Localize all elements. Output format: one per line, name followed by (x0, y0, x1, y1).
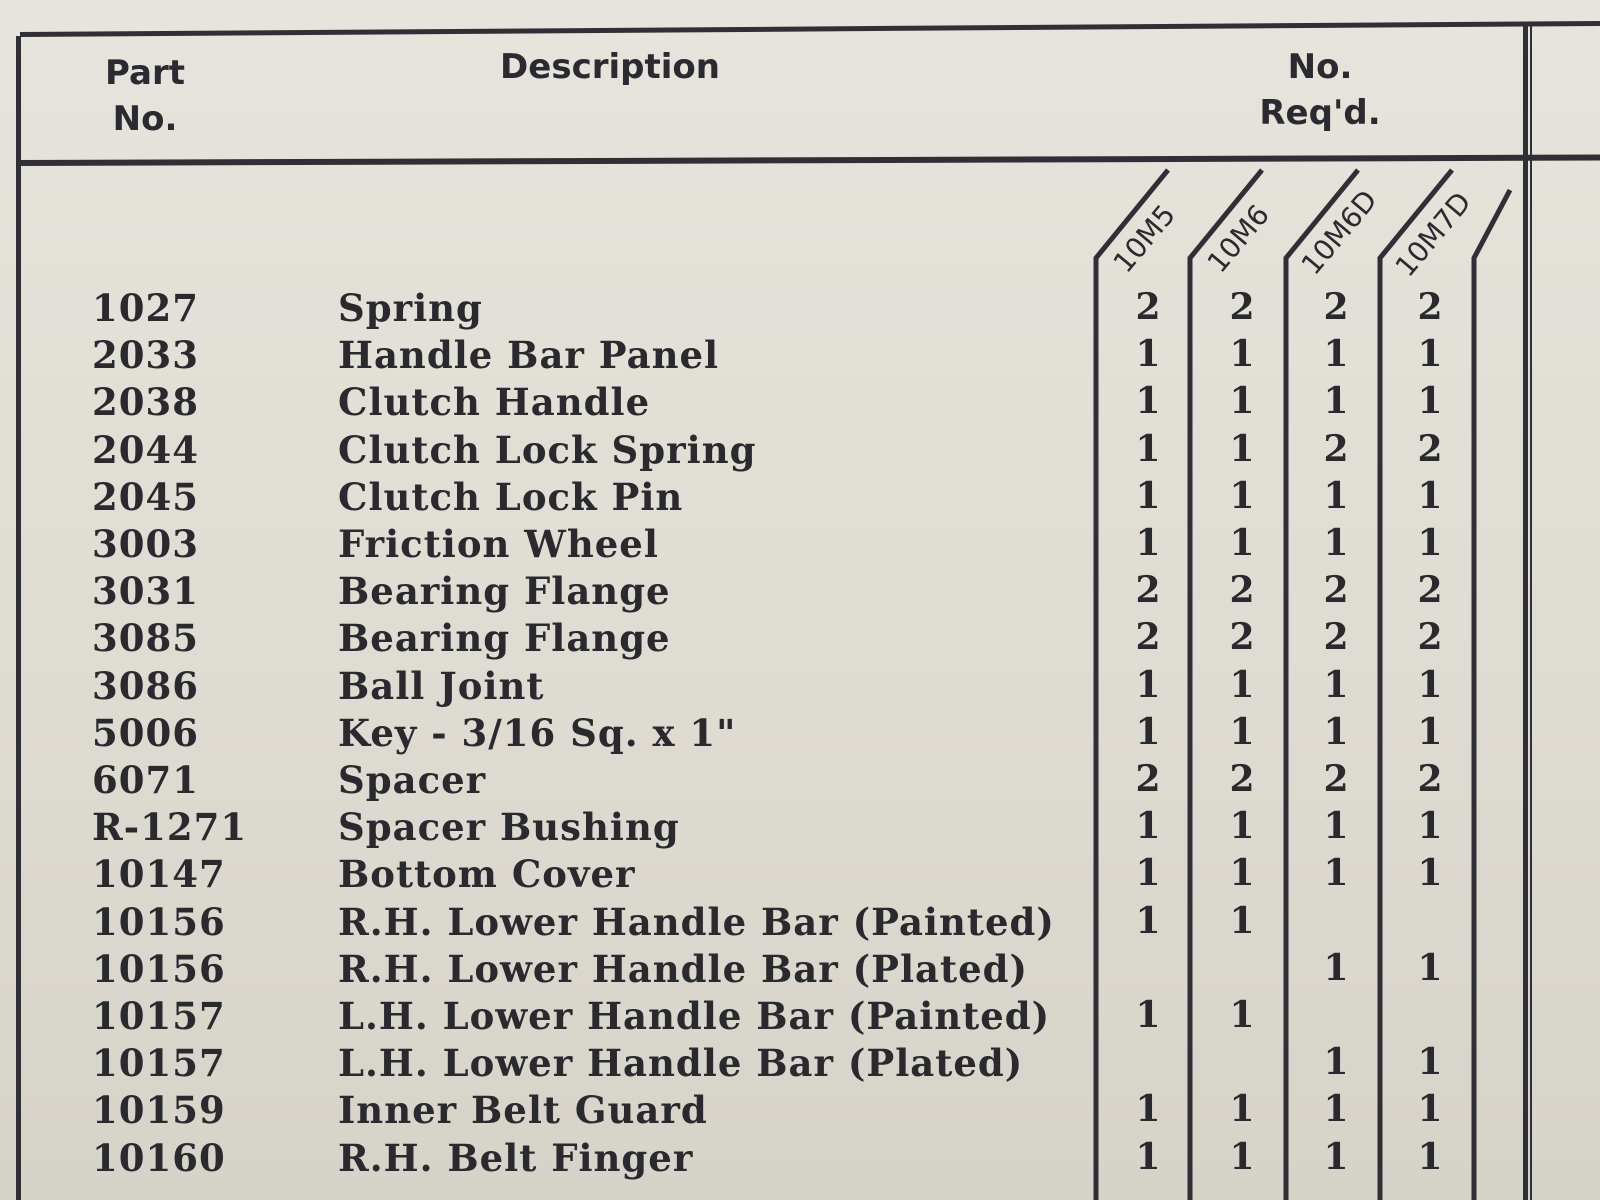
qty-10m7d: 2 (1417, 616, 1443, 659)
qty-10m5: 2 (1135, 758, 1161, 800)
part-description: Key - 3/16 Sq. x 1" (338, 710, 737, 755)
qty-10m6d: 1 (1323, 852, 1349, 895)
qty-10m6d: 2 (1323, 427, 1349, 470)
model-label-10M5: 10M5 (1106, 198, 1182, 279)
qty-10m5: 1 (1135, 852, 1161, 895)
qty-10m7d: 1 (1417, 380, 1443, 423)
part-header-line2: No. (112, 99, 178, 139)
table-row (0, 522, 1600, 568)
model-label-10M6: 10M6 (1200, 198, 1276, 279)
part-number: 6071 (92, 758, 199, 802)
part-description: R.H. Lower Handle Bar (Plated) (338, 946, 1028, 991)
qty-10m5: 1 (1135, 805, 1161, 848)
table-row (0, 1088, 1600, 1134)
qty-10m5: 1 (1135, 994, 1161, 1036)
qty-10m6: 1 (1229, 333, 1255, 376)
part-header-line1: Part (105, 53, 185, 93)
part-number: 10157 (92, 1041, 226, 1086)
qty-10m7d: 2 (1417, 569, 1443, 612)
table-row (0, 947, 1600, 993)
qty-10m6: 1 (1229, 522, 1255, 564)
qty-10m7d: 1 (1417, 946, 1443, 989)
part-description: Spring (338, 286, 483, 330)
qty-10m6d: 2 (1323, 616, 1349, 659)
part-description: Clutch Lock Spring (338, 427, 757, 472)
qty-10m5: 2 (1135, 616, 1161, 659)
qty-10m5: 2 (1135, 286, 1161, 328)
part-number: 3031 (92, 569, 199, 614)
table-row (0, 664, 1600, 710)
part-number: R-1271 (92, 805, 248, 850)
qty-10m7d: 1 (1417, 663, 1443, 706)
part-number: 10156 (92, 899, 226, 944)
qty-10m5: 1 (1135, 522, 1161, 564)
qty-10m6: 2 (1229, 616, 1255, 659)
part-description: Clutch Lock Pin (338, 474, 684, 519)
qty-10m6d: 1 (1323, 946, 1349, 989)
part-number: 10147 (92, 852, 226, 897)
qty-10m5: 1 (1135, 333, 1161, 376)
qty-10m5: 1 (1135, 899, 1161, 942)
qty-10m6d: 1 (1323, 663, 1349, 706)
part-description: L.H. Lower Handle Bar (Plated) (338, 1041, 1024, 1086)
qty-10m7d: 1 (1417, 474, 1443, 517)
part-description: Bottom Cover (338, 852, 636, 897)
qty-10m5: 1 (1135, 427, 1161, 470)
qty-10m6d: 1 (1323, 1135, 1349, 1178)
qty-10m6d: 2 (1323, 758, 1349, 800)
part-number: 2045 (92, 474, 199, 519)
qty-10m6d: 1 (1323, 805, 1349, 848)
part-number: 10156 (92, 946, 226, 991)
req-header-line1: No. (1287, 47, 1353, 87)
qty-10m7d: 1 (1417, 1135, 1443, 1178)
table-row (0, 711, 1600, 757)
table-row (0, 758, 1600, 804)
part-number: 2044 (92, 427, 199, 472)
qty-10m5: 1 (1135, 474, 1161, 517)
qty-10m5: 1 (1135, 663, 1161, 706)
qty-10m6d: 2 (1323, 286, 1349, 328)
qty-10m6d: 1 (1323, 380, 1349, 423)
part-number: 10157 (92, 994, 226, 1038)
table-row (0, 616, 1600, 662)
part-description: Bearing Flange (338, 569, 671, 614)
part-description: Ball Joint (338, 663, 545, 708)
qty-10m6d: 1 (1323, 1041, 1349, 1084)
qty-10m6: 1 (1229, 710, 1255, 753)
table-row (0, 1041, 1600, 1087)
qty-10m5: 1 (1135, 380, 1161, 423)
qty-10m7d: 1 (1417, 805, 1443, 848)
table-row (0, 333, 1600, 379)
qty-10m6d: 1 (1323, 1088, 1349, 1131)
table-row (0, 569, 1600, 615)
part-description: Handle Bar Panel (338, 333, 720, 378)
qty-10m6: 1 (1229, 805, 1255, 848)
model-label-10M6D: 10M6D (1294, 183, 1384, 281)
qty-10m7d: 1 (1417, 852, 1443, 895)
qty-10m6d: 1 (1323, 522, 1349, 564)
part-number: 10160 (92, 1135, 226, 1180)
qty-10m6: 1 (1229, 899, 1255, 942)
table-row (0, 900, 1600, 946)
qty-10m6d: 1 (1323, 333, 1349, 376)
part-number: 3086 (92, 663, 199, 708)
qty-10m7d: 1 (1417, 1041, 1443, 1084)
qty-10m7d: 2 (1417, 286, 1443, 328)
qty-10m6: 1 (1229, 427, 1255, 470)
qty-10m6: 1 (1229, 1135, 1255, 1178)
description-header: Description (500, 47, 720, 87)
qty-10m6d: 1 (1323, 710, 1349, 753)
qty-10m6d: 1 (1323, 474, 1349, 517)
part-description: Clutch Handle (338, 380, 651, 425)
req-header-line2: Req'd. (1259, 93, 1381, 133)
table-row (0, 852, 1600, 898)
part-description: Bearing Flange (338, 616, 671, 661)
qty-10m7d: 1 (1417, 522, 1443, 564)
table-row (0, 475, 1600, 521)
qty-10m6: 2 (1229, 286, 1255, 328)
table-row (0, 428, 1600, 474)
part-description: Spacer (338, 758, 487, 802)
qty-10m7d: 1 (1417, 333, 1443, 376)
part-number: 2033 (92, 333, 199, 378)
qty-10m6: 1 (1229, 994, 1255, 1036)
qty-10m7d: 2 (1417, 427, 1443, 470)
qty-10m7d: 1 (1417, 1088, 1443, 1131)
qty-10m7d: 2 (1417, 758, 1443, 800)
qty-10m6: 1 (1229, 380, 1255, 423)
qty-10m7d: 1 (1417, 710, 1443, 753)
part-number: 10159 (92, 1088, 226, 1133)
part-description: Inner Belt Guard (338, 1088, 708, 1133)
qty-10m5: 1 (1135, 1088, 1161, 1131)
part-number: 5006 (92, 710, 199, 755)
part-description: Friction Wheel (338, 522, 659, 566)
model-label-10M7D: 10M7D (1388, 185, 1478, 283)
qty-10m5: 1 (1135, 1135, 1161, 1178)
qty-10m6: 2 (1229, 758, 1255, 800)
qty-10m6d: 2 (1323, 569, 1349, 612)
qty-10m6: 1 (1229, 663, 1255, 706)
table-row (0, 380, 1600, 426)
part-description: Spacer Bushing (338, 805, 680, 850)
part-number: 3085 (92, 616, 199, 661)
qty-10m6: 1 (1229, 1088, 1255, 1131)
part-description: R.H. Belt Finger (338, 1135, 694, 1180)
part-description: L.H. Lower Handle Bar (Painted) (338, 994, 1051, 1038)
qty-10m6: 1 (1229, 474, 1255, 517)
table-row (0, 286, 1600, 332)
qty-10m6: 2 (1229, 569, 1255, 612)
qty-10m6: 1 (1229, 852, 1255, 895)
part-description: R.H. Lower Handle Bar (Painted) (338, 899, 1055, 944)
part-number: 3003 (92, 522, 199, 566)
table-row (0, 1136, 1600, 1182)
table-row (0, 994, 1600, 1040)
qty-10m5: 2 (1135, 569, 1161, 612)
part-number: 2038 (92, 380, 199, 425)
qty-10m5: 1 (1135, 710, 1161, 753)
table-row (0, 805, 1600, 851)
part-number: 1027 (92, 286, 199, 330)
